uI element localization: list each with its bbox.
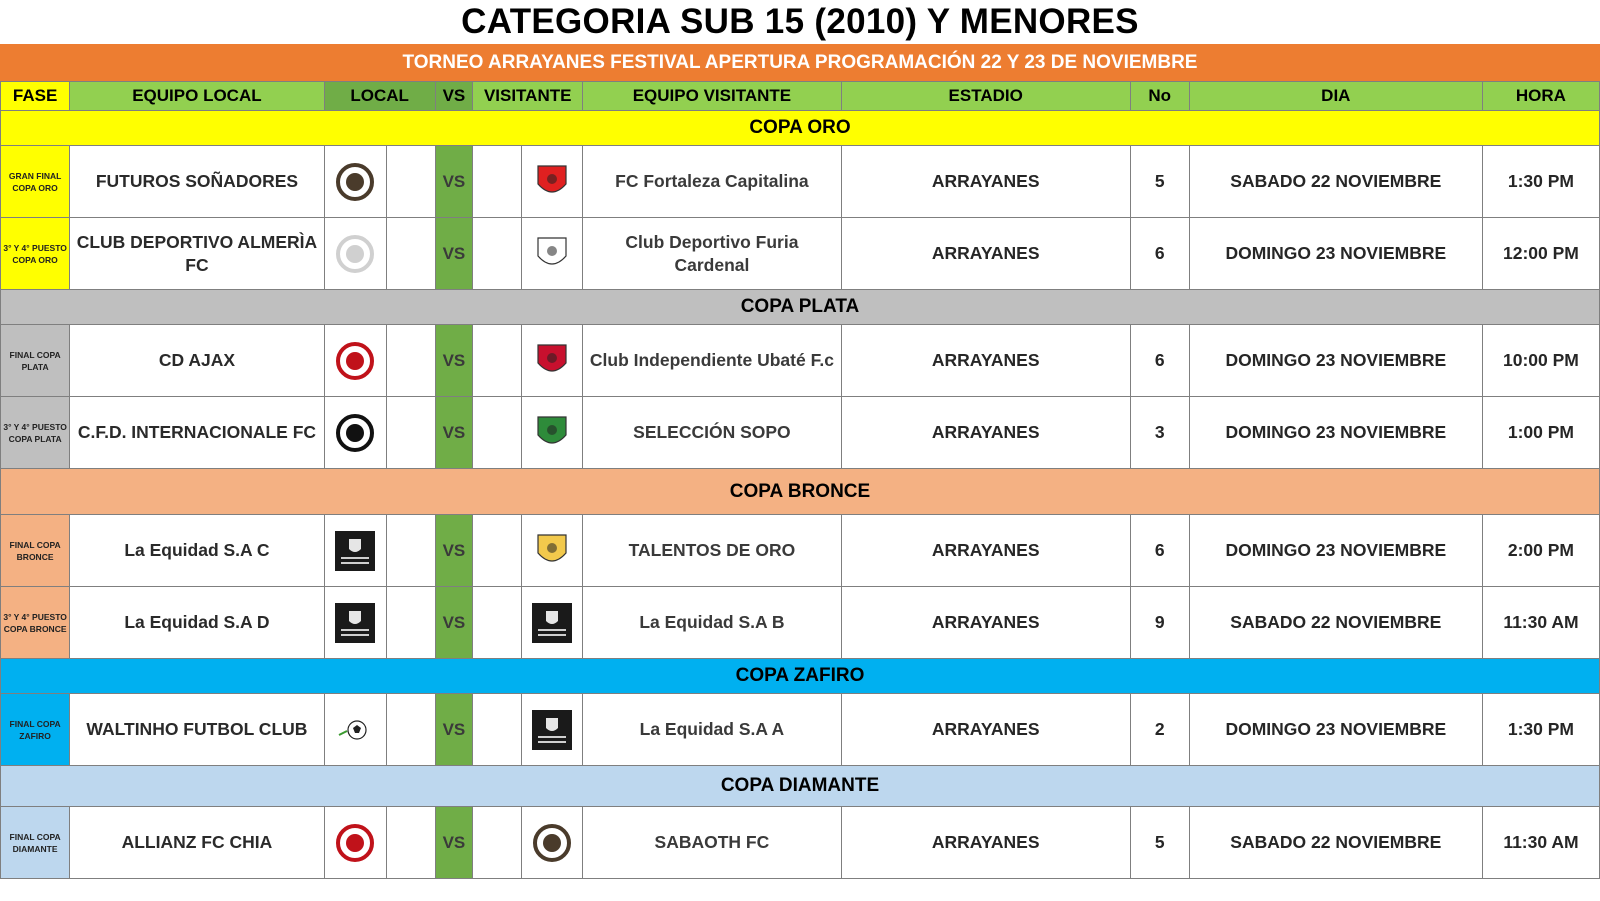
local-team-name: La Equidad S.A C [70, 515, 324, 587]
stadium-name: ARRAYANES [841, 515, 1130, 587]
local-team-name: La Equidad S.A D [70, 587, 324, 659]
visitante-spacer [473, 807, 522, 879]
local-logo-cell [324, 694, 386, 766]
match-day: DOMINGO 23 NOVIEMBRE [1189, 397, 1482, 469]
vs-label: VS [435, 515, 473, 587]
header-no: No [1130, 82, 1189, 111]
visitante-logo-cell [522, 397, 583, 469]
tournament-subtitle: TORNEO ARRAYANES FESTIVAL APERTURA PROGRAMACIÓN 22 Y 23 DE NOVIEMBRE [0, 44, 1600, 81]
match-number: 3 [1130, 397, 1189, 469]
match-hour: 1:30 PM [1482, 694, 1599, 766]
fase-label: FINAL COPA DIAMANTE [1, 807, 70, 879]
fase-label: 3° Y 4° PUESTO COPA ORO [1, 218, 70, 290]
crest-icon [522, 823, 582, 863]
visitante-team-name: TALENTOS DE ORO [583, 515, 842, 587]
local-logo-cell [324, 515, 386, 587]
formacion-icon [522, 710, 582, 750]
visitante-team-name: La Equidad S.A A [583, 694, 842, 766]
local-team-name: C.F.D. INTERNACIONALE FC [70, 397, 324, 469]
match-number: 9 [1130, 587, 1189, 659]
visitante-spacer [473, 218, 522, 290]
match-day: SABADO 22 NOVIEMBRE [1189, 146, 1482, 218]
match-number: 5 [1130, 146, 1189, 218]
match-day: SABADO 22 NOVIEMBRE [1189, 587, 1482, 659]
section-row-plata [1, 290, 1600, 325]
visitante-logo-cell [522, 325, 583, 397]
visitante-team-name: La Equidad S.A B [583, 587, 842, 659]
visitante-spacer [473, 515, 522, 587]
visitante-team-name: Club Deportivo Furia Cardenal [583, 218, 842, 290]
header-visitante: VISITANTE [473, 82, 583, 111]
formacion-icon [325, 603, 386, 643]
visitante-team-name: FC Fortaleza Capitalina [583, 146, 842, 218]
match-day: DOMINGO 23 NOVIEMBRE [1189, 218, 1482, 290]
visitante-spacer [473, 146, 522, 218]
local-team-name: CLUB DEPORTIVO ALMERÌA FC [70, 218, 324, 290]
stadium-name: ARRAYANES [841, 587, 1130, 659]
stadium-name: ARRAYANES [841, 397, 1130, 469]
vs-label: VS [435, 218, 473, 290]
formacion-icon [522, 603, 582, 643]
local-spacer [386, 325, 435, 397]
match-hour: 11:30 AM [1482, 807, 1599, 879]
match-hour: 2:00 PM [1482, 515, 1599, 587]
shield-icon [522, 162, 582, 202]
crest-icon [325, 823, 386, 863]
stadium-name: ARRAYANES [841, 807, 1130, 879]
vs-label: VS [435, 146, 473, 218]
header-dia: DIA [1189, 82, 1482, 111]
local-logo-cell [324, 807, 386, 879]
local-logo-cell [324, 218, 386, 290]
local-team-name: FUTUROS SOÑADORES [70, 146, 324, 218]
local-logo-cell [324, 587, 386, 659]
section-row-oro [1, 111, 1600, 146]
schedule-table [0, 81, 1600, 879]
fase-label: FINAL COPA BRONCE [1, 515, 70, 587]
visitante-logo-cell [522, 694, 583, 766]
match-hour: 12:00 PM [1482, 218, 1599, 290]
local-spacer [386, 146, 435, 218]
match-row [1, 694, 1600, 766]
match-hour: 11:30 AM [1482, 587, 1599, 659]
match-row [1, 146, 1600, 218]
stadium-name: ARRAYANES [841, 218, 1130, 290]
match-row [1, 515, 1600, 587]
shield-icon [522, 531, 582, 571]
visitante-spacer [473, 587, 522, 659]
local-spacer [386, 587, 435, 659]
local-team-name: CD AJAX [70, 325, 324, 397]
fase-label: 3° Y 4° PUESTO COPA PLATA [1, 397, 70, 469]
header-equipo-visitante: EQUIPO VISITANTE [583, 82, 842, 111]
match-number: 6 [1130, 325, 1189, 397]
match-day: SABADO 22 NOVIEMBRE [1189, 807, 1482, 879]
visitante-logo-cell [522, 587, 583, 659]
visitante-team-name: SELECCIÓN SOPO [583, 397, 842, 469]
shield-icon [522, 341, 582, 381]
ball-icon [325, 715, 386, 745]
shield-icon [522, 413, 582, 453]
local-spacer [386, 694, 435, 766]
section-title: COPA ORO [1, 111, 1600, 146]
section-row-bronce [1, 469, 1600, 515]
stadium-name: ARRAYANES [841, 694, 1130, 766]
visitante-spacer [473, 325, 522, 397]
section-row-diamante [1, 766, 1600, 807]
header-estadio: ESTADIO [841, 82, 1130, 111]
match-day: DOMINGO 23 NOVIEMBRE [1189, 694, 1482, 766]
crest-icon [325, 341, 386, 381]
match-number: 6 [1130, 218, 1189, 290]
match-hour: 10:00 PM [1482, 325, 1599, 397]
vs-label: VS [435, 397, 473, 469]
vs-label: VS [435, 694, 473, 766]
match-day: DOMINGO 23 NOVIEMBRE [1189, 515, 1482, 587]
match-number: 5 [1130, 807, 1189, 879]
vs-label: VS [435, 807, 473, 879]
match-row [1, 218, 1600, 290]
stadium-name: ARRAYANES [841, 146, 1130, 218]
local-spacer [386, 218, 435, 290]
visitante-spacer [473, 694, 522, 766]
vs-label: VS [435, 325, 473, 397]
match-number: 6 [1130, 515, 1189, 587]
fase-label: FINAL COPA ZAFIRO [1, 694, 70, 766]
header-row [1, 82, 1600, 111]
local-spacer [386, 515, 435, 587]
header-vs: VS [435, 82, 473, 111]
match-row [1, 807, 1600, 879]
header-fase: FASE [1, 82, 70, 111]
match-row [1, 325, 1600, 397]
visitante-team-name: SABAOTH FC [583, 807, 842, 879]
match-row [1, 397, 1600, 469]
local-team-name: WALTINHO FUTBOL CLUB [70, 694, 324, 766]
header-local: LOCAL [324, 82, 435, 111]
visitante-logo-cell [522, 146, 583, 218]
visitante-logo-cell [522, 807, 583, 879]
section-title: COPA DIAMANTE [1, 766, 1600, 807]
crest-icon [325, 413, 386, 453]
vs-label: VS [435, 587, 473, 659]
match-day: DOMINGO 23 NOVIEMBRE [1189, 325, 1482, 397]
local-team-name: ALLIANZ FC CHIA [70, 807, 324, 879]
visitante-logo-cell [522, 218, 583, 290]
page-title: CATEGORIA SUB 15 (2010) Y MENORES [461, 2, 1139, 41]
visitante-logo-cell [522, 515, 583, 587]
match-hour: 1:00 PM [1482, 397, 1599, 469]
header-hora: HORA [1482, 82, 1599, 111]
section-title: COPA ZAFIRO [1, 659, 1600, 694]
local-logo-cell [324, 146, 386, 218]
formacion-icon [325, 531, 386, 571]
fase-label: GRAN FINAL COPA ORO [1, 146, 70, 218]
section-title: COPA BRONCE [1, 469, 1600, 515]
crest-icon [325, 162, 386, 202]
match-hour: 1:30 PM [1482, 146, 1599, 218]
match-number: 2 [1130, 694, 1189, 766]
stadium-name: ARRAYANES [841, 325, 1130, 397]
visitante-spacer [473, 397, 522, 469]
local-logo-cell [324, 397, 386, 469]
visitante-team-name: Club Independiente Ubaté F.c [583, 325, 842, 397]
match-row [1, 587, 1600, 659]
shield-icon [522, 234, 582, 274]
local-logo-cell [324, 325, 386, 397]
section-row-zafiro [1, 659, 1600, 694]
section-title: COPA PLATA [1, 290, 1600, 325]
local-spacer [386, 397, 435, 469]
fase-label: FINAL COPA PLATA [1, 325, 70, 397]
local-spacer [386, 807, 435, 879]
fase-label: 3° Y 4° PUESTO COPA BRONCE [1, 587, 70, 659]
header-equipo-local: EQUIPO LOCAL [70, 82, 324, 111]
crest-icon [325, 234, 386, 274]
